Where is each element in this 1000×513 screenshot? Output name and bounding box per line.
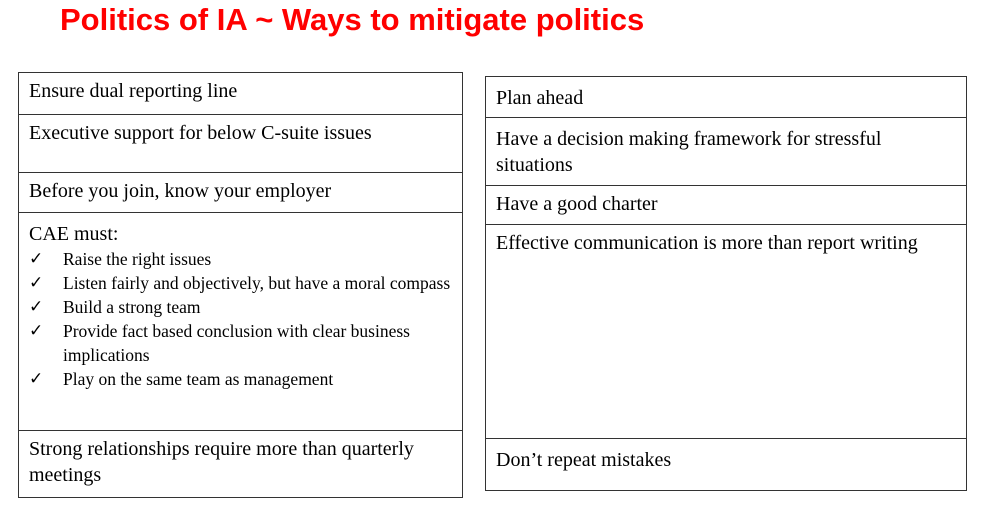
row-text: Plan ahead bbox=[496, 87, 584, 109]
table-row bbox=[486, 224, 966, 438]
row-text: Executive support for below C-suite issues bbox=[29, 122, 372, 144]
row-text: Have a good charter bbox=[496, 193, 658, 215]
list-item-text: Listen fairly and objectively, but have a moral compass bbox=[63, 273, 451, 293]
table-row bbox=[486, 438, 966, 490]
left-mitigation-table bbox=[18, 72, 463, 498]
cae-checklist bbox=[29, 247, 452, 391]
check-mark-icon: ✓ bbox=[29, 321, 44, 341]
table-row bbox=[19, 430, 462, 496]
list-item-text: Build a strong team bbox=[63, 297, 201, 317]
list-item bbox=[29, 319, 452, 367]
table-row bbox=[19, 172, 462, 212]
cae-must-row bbox=[19, 212, 462, 430]
table-row bbox=[19, 114, 462, 172]
list-item bbox=[29, 295, 452, 319]
row-text: Strong relationships require more than quarterly meetings bbox=[29, 438, 414, 486]
table-row bbox=[19, 73, 462, 114]
row-text: Before you join, know your employer bbox=[29, 180, 332, 202]
list-item-text: Play on the same team as management bbox=[63, 369, 334, 389]
list-item-text: Raise the right issues bbox=[63, 249, 212, 269]
list-item bbox=[29, 247, 452, 271]
row-text: Don’t repeat mistakes bbox=[496, 449, 672, 471]
list-item-text: Provide fact based conclusion with clear business implications bbox=[63, 321, 410, 365]
row-text: Have a decision making framework for stressful situations bbox=[496, 128, 882, 176]
check-mark-icon: ✓ bbox=[29, 369, 44, 389]
right-mitigation-table bbox=[485, 76, 967, 491]
table-row bbox=[486, 77, 966, 117]
table-row bbox=[486, 117, 966, 185]
check-mark-icon: ✓ bbox=[29, 297, 44, 317]
list-item bbox=[29, 271, 452, 295]
cae-heading: CAE must: bbox=[29, 223, 119, 245]
row-text: Ensure dual reporting line bbox=[29, 80, 238, 102]
list-item bbox=[29, 367, 452, 391]
table-row bbox=[486, 185, 966, 224]
slide-title: Politics of IA ~ Ways to mitigate politics bbox=[60, 2, 645, 37]
row-text: Effective communication is more than report writing bbox=[496, 232, 918, 254]
check-mark-icon: ✓ bbox=[29, 249, 44, 269]
check-mark-icon: ✓ bbox=[29, 273, 44, 293]
